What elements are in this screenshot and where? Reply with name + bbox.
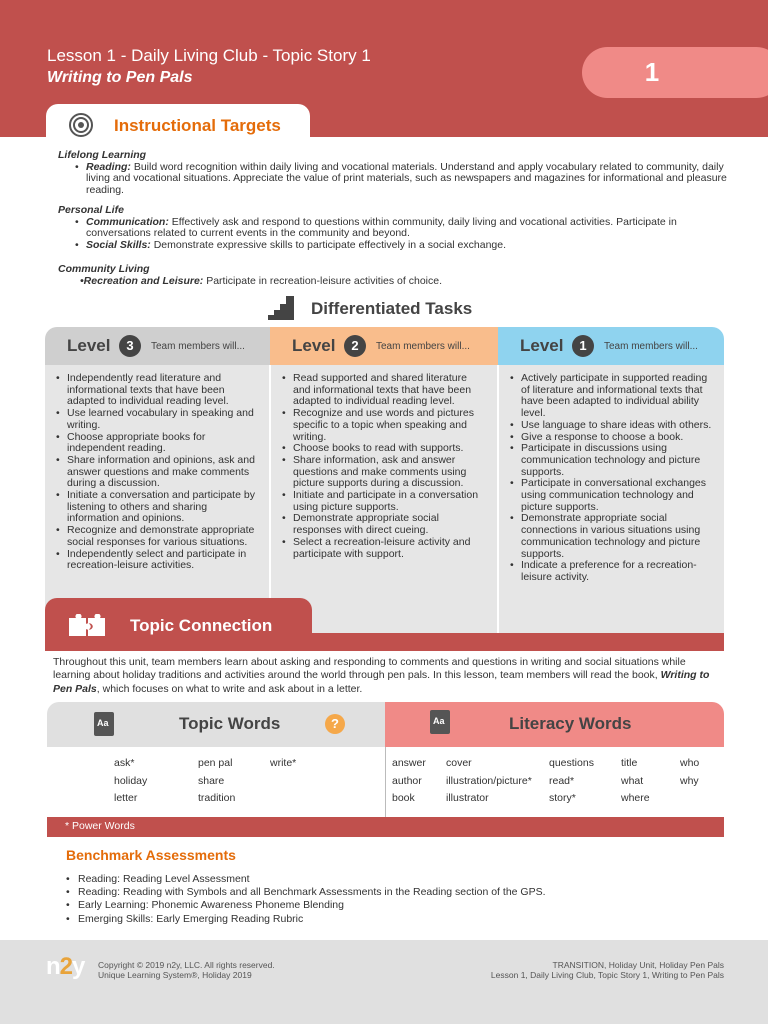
recreation-target <box>58 276 728 288</box>
list-item: • Recognize and use words and pictures specific to a topic when speaking and writing. <box>279 408 487 443</box>
literacy-word: answer <box>392 757 426 769</box>
level-3-word: Level <box>67 336 111 355</box>
logo-n: n <box>46 953 60 980</box>
list-item: • Indicate a preference for a recreation-leisure activity. <box>507 560 714 583</box>
topic-connection-book-title: Writing to Pen Pals <box>53 669 710 695</box>
literacy-word: cover <box>446 757 472 769</box>
topic-word: pen pal <box>198 757 233 769</box>
list-item: • Reading: Reading Level Assessment <box>66 873 546 886</box>
literacy-word: why <box>680 775 699 787</box>
topic-word: holiday <box>114 775 148 787</box>
literacy-word: questions <box>549 757 594 769</box>
book-icon <box>430 710 450 734</box>
literacy-word: read* <box>549 775 575 787</box>
level-1-header <box>498 327 724 365</box>
logo-2: 2 <box>59 953 73 980</box>
level-1-team-members: Team members will... <box>604 341 698 352</box>
level-1-task-list <box>507 373 714 584</box>
community-living-heading: Community Living <box>58 263 150 275</box>
list-item: • Select a recreation-leisure activity and participate with support. <box>279 537 487 560</box>
recreation-label: •Recreation and Leisure: <box>80 274 204 287</box>
literacy-words-title: Literacy Words <box>509 714 632 733</box>
literacy-word: illustrator <box>446 792 489 804</box>
topic-connection-text <box>53 656 725 696</box>
list-item: • Choose appropriate books for independent reading. <box>53 432 259 455</box>
level-1-number: 1 <box>572 335 594 357</box>
lesson-number: 1 <box>644 57 660 87</box>
topic-connection-title: Topic Connection <box>130 616 273 635</box>
level-2-number: 2 <box>344 335 366 357</box>
benchmark-list <box>66 873 546 926</box>
benchmark-title: Benchmark Assessments <box>66 847 236 863</box>
level-3-header <box>45 327 270 365</box>
list-item: • Emerging Skills: Early Emerging Reading Rubric <box>66 913 546 926</box>
list-item: • Initiate and participate in a conversation using picture supports. <box>279 490 487 513</box>
topic-words-header <box>47 702 385 747</box>
level-3-task-list <box>53 373 259 572</box>
literacy-word: who <box>680 757 700 769</box>
communication-target <box>58 217 728 240</box>
list-item: • Use learned vocabulary in speaking and writing. <box>53 408 259 431</box>
literacy-word: where <box>621 792 650 804</box>
list-item: • Participate in conversational exchanges using communication technology and picture supports. <box>507 478 714 513</box>
footer-lesson: Lesson 1, Daily Living Club, Topic Story 1, Writing to Pen Pals <box>490 970 724 980</box>
community-living-section <box>58 264 728 287</box>
instructional-targets-tab <box>46 104 310 148</box>
list-item: • Demonstrate appropriate social connections in various situations using communication technology and picture supports. <box>507 513 714 560</box>
reading-target <box>58 162 728 197</box>
level-3-tasks <box>45 365 269 633</box>
topic-word: write* <box>270 757 297 769</box>
list-item: • Give a response to choose a book. <box>507 432 714 444</box>
topic-word: letter <box>114 792 138 804</box>
list-item: • Recognize and demonstrate appropriate social responses for various situations. <box>53 525 259 548</box>
literacy-word: story* <box>549 792 576 804</box>
list-item: • Choose books to read with supports. <box>279 443 487 455</box>
topic-connection-tab <box>45 598 312 651</box>
literacy-word: author <box>392 775 422 787</box>
topic-connection-outro: , which focuses on what to write and ask about in a letter. <box>96 682 363 695</box>
reading-text: Build word recognition within daily living and vocational materials. Understand and apply vocabulary related to community, daily living and vocational situations. Appreciate the value of print materials, such as newspapers and magazines for informational and pleasure reading. <box>86 160 727 196</box>
stairs-icon <box>268 296 294 320</box>
social-skills-label: Social Skills: <box>86 238 151 251</box>
social-skills-target <box>58 240 728 252</box>
level-2-header <box>270 327 498 365</box>
literacy-word: illustration/picture* <box>446 775 532 787</box>
level-2-task-list <box>279 373 487 560</box>
topic-word: share <box>198 775 225 787</box>
differentiated-tasks-title: Differentiated Tasks <box>311 299 473 318</box>
power-words-label: * Power Words <box>65 820 135 832</box>
topic-words-title: Topic Words <box>179 714 281 733</box>
lesson-title: Lesson 1 - Daily Living Club - Topic Story 1 <box>47 46 371 65</box>
lesson-number-badge <box>582 47 768 98</box>
list-item: • Independently select and participate in recreation-leisure activities. <box>53 549 259 572</box>
list-item: • Use language to share ideas with others. <box>507 420 714 432</box>
logo-y: y <box>72 953 85 980</box>
book-icon-text: Aa <box>433 716 445 726</box>
list-item: • Share information and opinions, ask and answer questions and make comments during a discussion. <box>53 455 259 490</box>
personal-life-section <box>58 205 728 251</box>
literacy-word: book <box>392 792 415 804</box>
topic-word: tradition <box>198 792 236 804</box>
level-2-team-members: Team members will... <box>376 341 470 352</box>
words-divider <box>385 747 386 817</box>
literacy-word: title <box>621 757 638 769</box>
power-words-band <box>47 817 724 837</box>
list-item: • Demonstrate appropriate social responses with direct cueing. <box>279 513 487 536</box>
book-icon-text: Aa <box>97 718 109 728</box>
level-1-word: Level <box>520 336 564 355</box>
copyright-text: Copyright © 2019 n2y, LLC. All rights reserved. <box>98 960 275 970</box>
level-2-word: Level <box>292 336 336 355</box>
lifelong-learning-heading: Lifelong Learning <box>58 149 147 161</box>
list-item: • Participate in discussions using communication technology and picture supports. <box>507 443 714 478</box>
target-icon <box>69 113 93 137</box>
copyright-block <box>98 960 275 980</box>
help-icon[interactable]: ? <box>325 714 345 734</box>
list-item: • Actively participate in supported reading of literature and informational texts that have been adapted to individual ability level. <box>507 373 714 420</box>
level-2-tasks <box>271 365 497 633</box>
list-item: • Share information, ask and answer questions and make comments using picture supports during a discussion. <box>279 455 487 490</box>
communication-label: Communication: <box>86 215 169 228</box>
level-1-tasks <box>499 365 724 633</box>
story-title: Writing to Pen Pals <box>47 69 193 86</box>
footer-lesson-info <box>491 960 724 980</box>
lifelong-learning-section <box>58 150 728 196</box>
social-skills-text: Demonstrate expressive skills to participate effectively in a social exchange. <box>153 238 507 251</box>
personal-life-heading: Personal Life <box>58 204 124 216</box>
list-item: • Initiate a conversation and participate by listening to others and sharing information and opinions. <box>53 490 259 525</box>
puzzle-icon <box>69 614 105 636</box>
communication-text: Effectively ask and respond to questions within community, daily living and vocational activities. Participate in conversations related to current events in the community and beyond. <box>86 215 677 239</box>
topic-word: ask* <box>114 757 135 769</box>
book-icon <box>94 712 114 736</box>
level-3-number: 3 <box>119 335 141 357</box>
instructional-targets-title: Instructional Targets <box>114 116 281 135</box>
n2y-logo <box>46 953 84 981</box>
level-3-team-members: Team members will... <box>151 341 245 352</box>
recreation-text: Participate in recreation-leisure activities of choice. <box>206 274 442 287</box>
footer-unit: TRANSITION, Holiday Unit, Holiday Pen Pals <box>552 960 724 970</box>
system-text: Unique Learning System®, Holiday 2019 <box>98 970 252 980</box>
list-item: • Early Learning: Phonemic Awareness Phoneme Blending <box>66 899 546 912</box>
topic-connection-intro: Throughout this unit, team members learn about asking and responding to comments and questions in writing and social situations while learning about holiday traditions and activities around the world through pen pals. In this lesson, team members will read the book, <box>53 656 686 682</box>
literacy-words-header <box>385 702 724 747</box>
page-footer <box>0 940 768 1024</box>
list-item: • Independently read literature and informational texts that have been adapted to individual reading level. <box>53 373 259 408</box>
list-item: • Reading: Reading with Symbols and all Benchmark Assessments in the Reading section of the GPS. <box>66 886 546 899</box>
list-item: • Read supported and shared literature and informational texts that have been adapted to individual reading level. <box>279 373 487 408</box>
reading-label: Reading: <box>86 160 131 173</box>
literacy-word: what <box>621 775 644 787</box>
